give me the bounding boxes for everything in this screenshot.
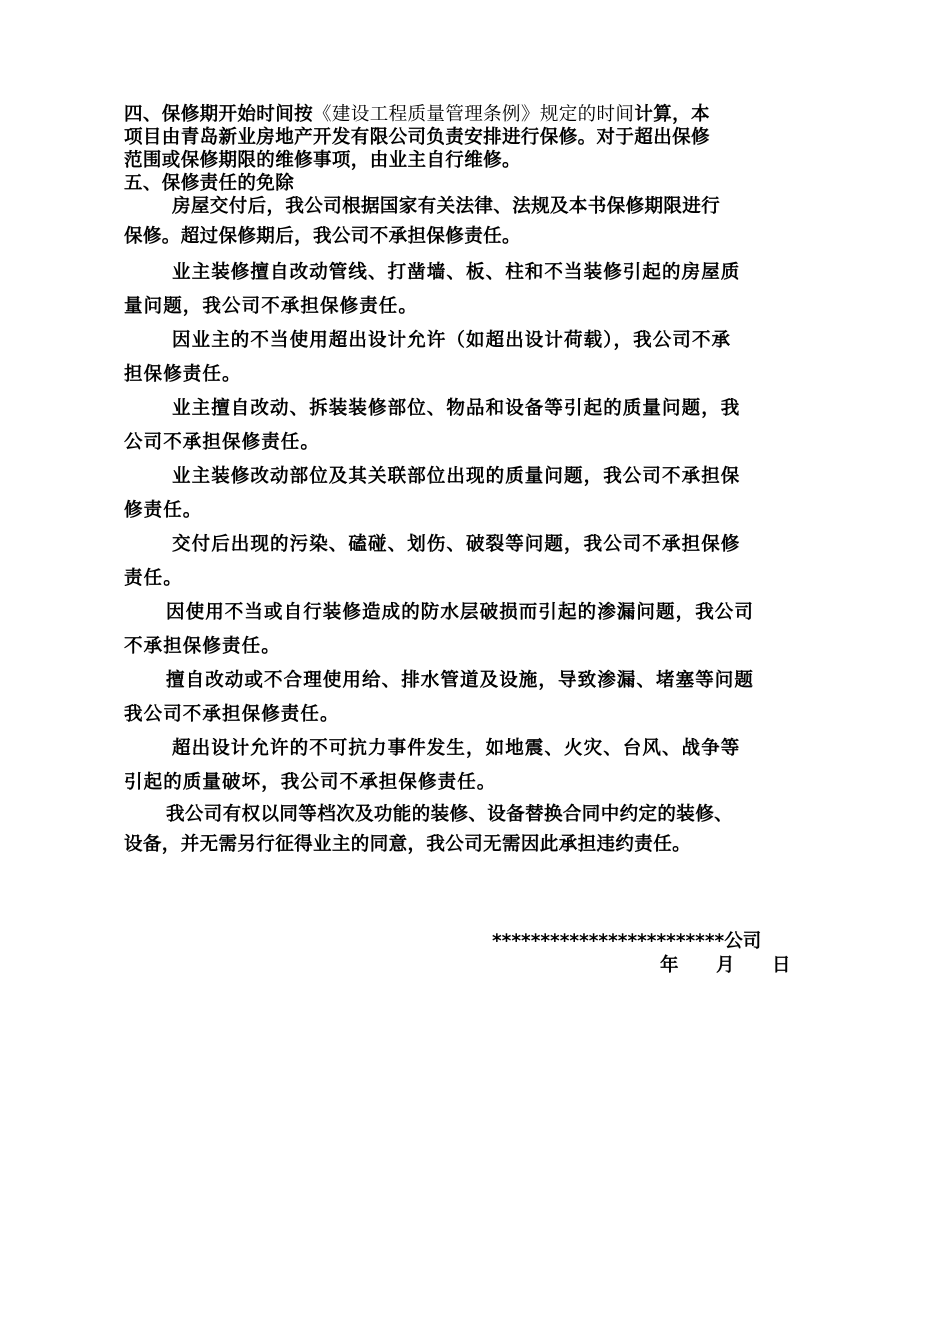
clause-line-1: 业主装修擅自改动管线、打凿墙、板、柱和不当装修引起的房屋质 <box>172 262 741 283</box>
date-day-label: 日 <box>772 955 791 976</box>
clause-line-2: 不承担保修责任。 <box>124 636 281 657</box>
company-signature: ************************公司 <box>492 931 762 952</box>
exemption-clauses <box>124 192 844 860</box>
section-4-text-a: 四、保修期开始时间按 <box>124 104 314 125</box>
clause-9 <box>124 732 844 800</box>
clause-7 <box>124 596 844 664</box>
clause-10 <box>124 800 844 860</box>
section-5-title: 五、保修责任的免除 <box>124 173 295 194</box>
clause-line-2: 公司不承担保修责任。 <box>124 432 321 453</box>
clause-line-2: 量问题，我公司不承担保修责任。 <box>124 296 419 317</box>
clause-line-1: 交付后出现的污染、磕碰、划伤、破裂等问题，我公司不承担保修 <box>172 534 741 555</box>
clause-3 <box>124 324 844 392</box>
clause-line-1: 擅自改动或不合理使用给、排水管道及设施，导致渗漏、堵塞等问题 <box>166 670 755 691</box>
clause-line-2: 修责任。 <box>124 500 203 521</box>
clause-line-2: 我公司不承担保修责任。 <box>124 704 340 725</box>
clause-line-2: 保修。超过保修期后，我公司不承担保修责任。 <box>124 226 521 247</box>
clause-line-1: 业主擅自改动、拆装装修部位、物品和设备等引起的质量问题，我 <box>172 398 741 419</box>
clause-line-1: 我公司有权以同等档次及功能的装修、设备替换合同中约定的装修、 <box>166 804 734 825</box>
section-4 <box>124 103 844 195</box>
clause-line-1: 超出设计允许的不可抗力事件发生，如地震、火灾、台风、战争等 <box>172 738 741 759</box>
clause-line-1: 业主装修改动部位及其关联部位出现的质量问题，我公司不承担保 <box>172 466 741 487</box>
clause-6 <box>124 528 844 596</box>
clause-2 <box>124 256 844 324</box>
section-4-line-2: 项目由青岛新业房地产开发有限公司负责安排进行保修。对于超出保修 <box>124 127 710 148</box>
clause-line-1: 因业主的不当使用超出设计允许（如超出设计荷载），我公司不承 <box>172 330 732 351</box>
clause-4 <box>124 392 844 460</box>
section-4-line-3: 范围或保修期限的维修事项，由业主自行维修。 <box>124 150 521 171</box>
clause-line-1: 因使用不当或自行装修造成的防水层破损而引起的渗漏问题，我公司 <box>166 602 755 623</box>
clause-line-1: 房屋交付后，我公司根据国家有关法律、法规及本书保修期限进行 <box>172 196 721 217</box>
clause-line-2: 责任。 <box>124 568 183 589</box>
clause-line-2: 担保修责任。 <box>124 364 242 385</box>
clause-line-2: 设备，并无需另行征得业主的同意，我公司无需因此承担违约责任。 <box>124 834 692 855</box>
signature-date <box>660 954 791 978</box>
section-4-text-b: 《建设工程质量管理条例》规定的时间 <box>313 104 635 125</box>
date-year-label: 年 <box>660 955 679 976</box>
date-month-label: 月 <box>716 955 735 976</box>
clause-5 <box>124 460 844 528</box>
section-4-text-c: 计算，本 <box>634 104 710 125</box>
clause-line-2: 引起的质量破坏，我公司不承担保修责任。 <box>124 772 497 793</box>
clause-1 <box>124 192 844 252</box>
clause-8 <box>124 664 844 732</box>
section-4-line-1 <box>124 103 844 126</box>
